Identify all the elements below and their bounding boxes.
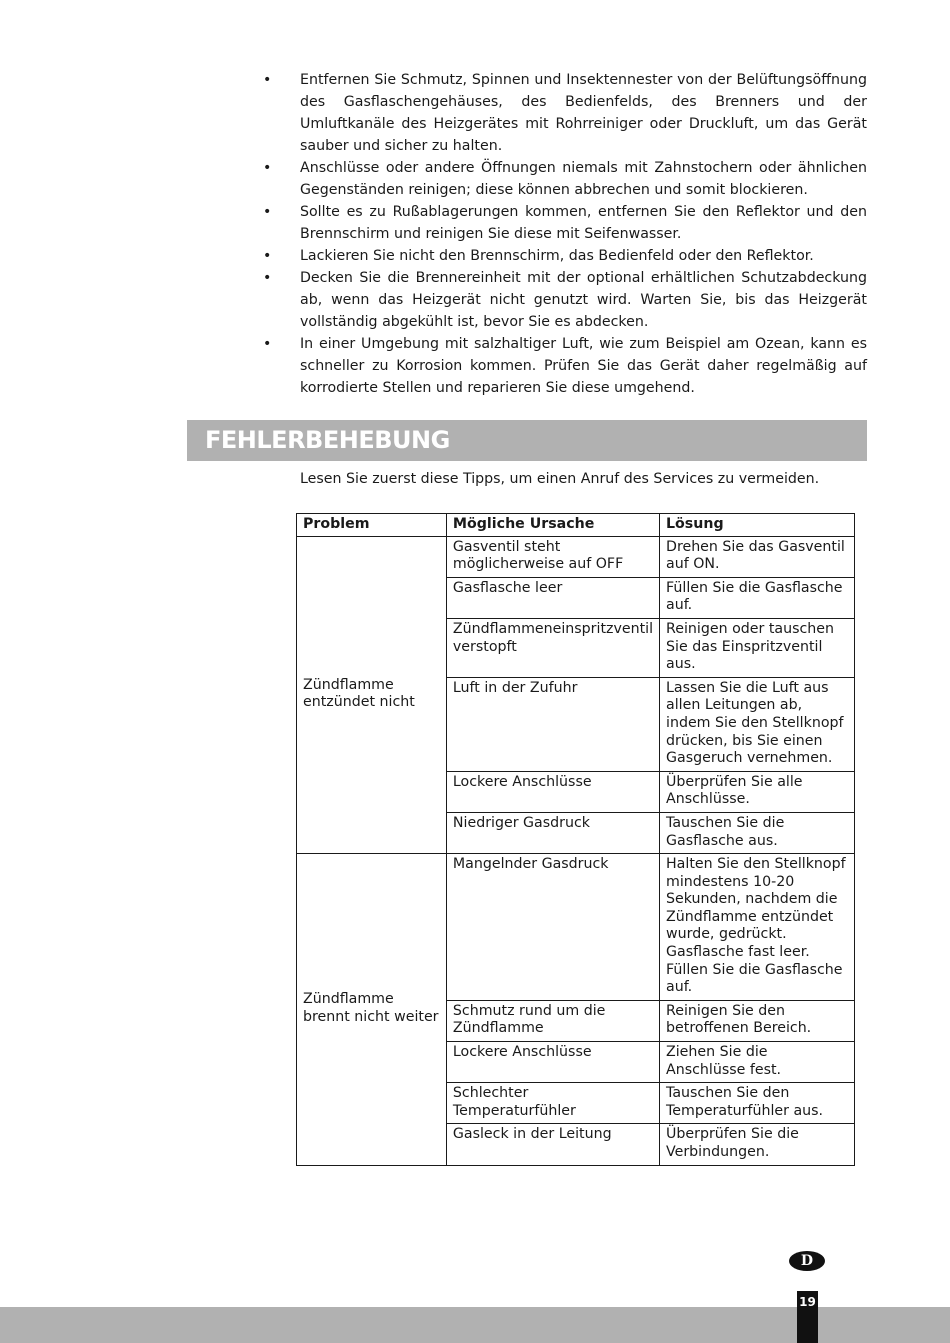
column-header-solution: Lösung bbox=[660, 514, 855, 537]
bullet-item bbox=[263, 245, 867, 267]
bullet-item bbox=[263, 201, 867, 245]
solution-cell: Lassen Sie die Luft aus allen Leitungen ab, indem Sie den Stellknopf drücken, bis Sie einen Gasgeruch vernehmen. bbox=[660, 677, 855, 771]
solution-cell: Drehen Sie das Gasventil auf ON. bbox=[660, 536, 855, 577]
cause-cell: Gasleck in der Leitung bbox=[446, 1124, 659, 1165]
solution-cell: Reinigen Sie den betroffenen Bereich. bbox=[660, 1000, 855, 1041]
cause-cell: Mangelnder Gasdruck bbox=[446, 854, 659, 1001]
table-header-row bbox=[297, 514, 855, 537]
bullet-text: Decken Sie die Brennereinheit mit der optional erhältlichen Schutzabdeckung ab, wenn das Heizgerät nicht genutzt wird. Warten Sie, bis das Heizgerät vollständig abgekühlt ist, bevor Sie es abdecken. bbox=[300, 270, 867, 330]
section-header-bar bbox=[187, 420, 867, 461]
bullet-icon: • bbox=[263, 270, 272, 286]
solution-cell: Ziehen Sie die Anschlüsse fest. bbox=[660, 1042, 855, 1083]
bullet-text: Anschlüsse oder andere Öffnungen niemals mit Zahnstochern oder ähnlichen Gegenständen reinigen; diese können abbrechen und somit blockieren. bbox=[300, 160, 867, 198]
column-header-problem: Problem bbox=[297, 514, 447, 537]
bullet-text: In einer Umgebung mit salzhaltiger Luft, wie zum Beispiel am Ozean, kann es schneller zu Korrosion kommen. Prüfen Sie das Gerät daher regelmäßig auf korrodierte Stellen und reparieren Sie diese umgehend. bbox=[300, 336, 867, 396]
cause-cell: Luft in der Zufuhr bbox=[446, 677, 659, 771]
cause-cell: Niedriger Gasdruck bbox=[446, 812, 659, 853]
bullet-icon: • bbox=[263, 336, 272, 352]
bullet-text: Entfernen Sie Schmutz, Spinnen und Insektennester von der Belüftungsöffnung des Gasflaschengehäuses, des Bedienfelds, des Brenners und der Umluftkanäle des Heizgerätes mit Rohrreiniger oder Druckluft, um das Gerät sauber und sicher zu halten. bbox=[300, 72, 867, 154]
bullet-text: Lackieren Sie nicht den Brennschirm, das Bedienfeld oder den Reflektor. bbox=[300, 248, 814, 264]
solution-cell: Halten Sie den Stellknopf mindestens 10-20 Sekunden, nachdem die Zündflamme entzündet wurde, gedrückt. Gasflasche fast leer. Füllen Sie die Gasflasche auf. bbox=[660, 854, 855, 1001]
bullet-icon: • bbox=[263, 204, 272, 220]
troubleshooting-table bbox=[296, 513, 855, 1166]
page-number: 19 bbox=[797, 1291, 818, 1343]
cause-cell: Lockere Anschlüsse bbox=[446, 771, 659, 812]
section-intro: Lesen Sie zuerst diese Tipps, um einen Anruf des Services zu vermeiden. bbox=[300, 471, 820, 487]
column-header-cause: Mögliche Ursache bbox=[446, 514, 659, 537]
table-row bbox=[297, 854, 855, 1001]
solution-cell: Tauschen Sie die Gasflasche aus. bbox=[660, 812, 855, 853]
bullet-item bbox=[263, 157, 867, 201]
cause-cell: Schmutz rund um die Zündflamme bbox=[446, 1000, 659, 1041]
solution-cell: Reinigen oder tauschen Sie das Einspritzventil aus. bbox=[660, 618, 855, 677]
solution-cell: Überprüfen Sie alle Anschlüsse. bbox=[660, 771, 855, 812]
solution-cell: Füllen Sie die Gasflasche auf. bbox=[660, 577, 855, 618]
bullet-item bbox=[263, 267, 867, 333]
cause-cell: Gasflasche leer bbox=[446, 577, 659, 618]
bullet-text: Sollte es zu Rußablagerungen kommen, entfernen Sie den Reflektor und den Brennschirm und reinigen Sie diese mit Seifenwasser. bbox=[300, 204, 867, 242]
table-row bbox=[297, 536, 855, 577]
cause-cell: Lockere Anschlüsse bbox=[446, 1042, 659, 1083]
bullet-icon: • bbox=[263, 248, 272, 264]
bullet-icon: • bbox=[263, 72, 272, 88]
problem-cell: Zündflamme entzündet nicht bbox=[297, 536, 447, 854]
language-badge: D bbox=[789, 1251, 825, 1271]
solution-cell: Tauschen Sie den Temperaturfühler aus. bbox=[660, 1083, 855, 1124]
section-title: FEHLERBEHEBUNG bbox=[205, 426, 450, 454]
cause-cell: Gasventil steht möglicherweise auf OFF bbox=[446, 536, 659, 577]
cause-cell: Zündflammeneinspritzventil verstopft bbox=[446, 618, 659, 677]
bullet-icon: • bbox=[263, 160, 272, 176]
problem-cell: Zündflamme brennt nicht weiter bbox=[297, 854, 447, 1166]
solution-cell: Überprüfen Sie die Verbindungen. bbox=[660, 1124, 855, 1165]
maintenance-bullet-list bbox=[263, 69, 867, 399]
cause-cell: Schlechter Temperaturfühler bbox=[446, 1083, 659, 1124]
bullet-item bbox=[263, 333, 867, 399]
bullet-item bbox=[263, 69, 867, 157]
